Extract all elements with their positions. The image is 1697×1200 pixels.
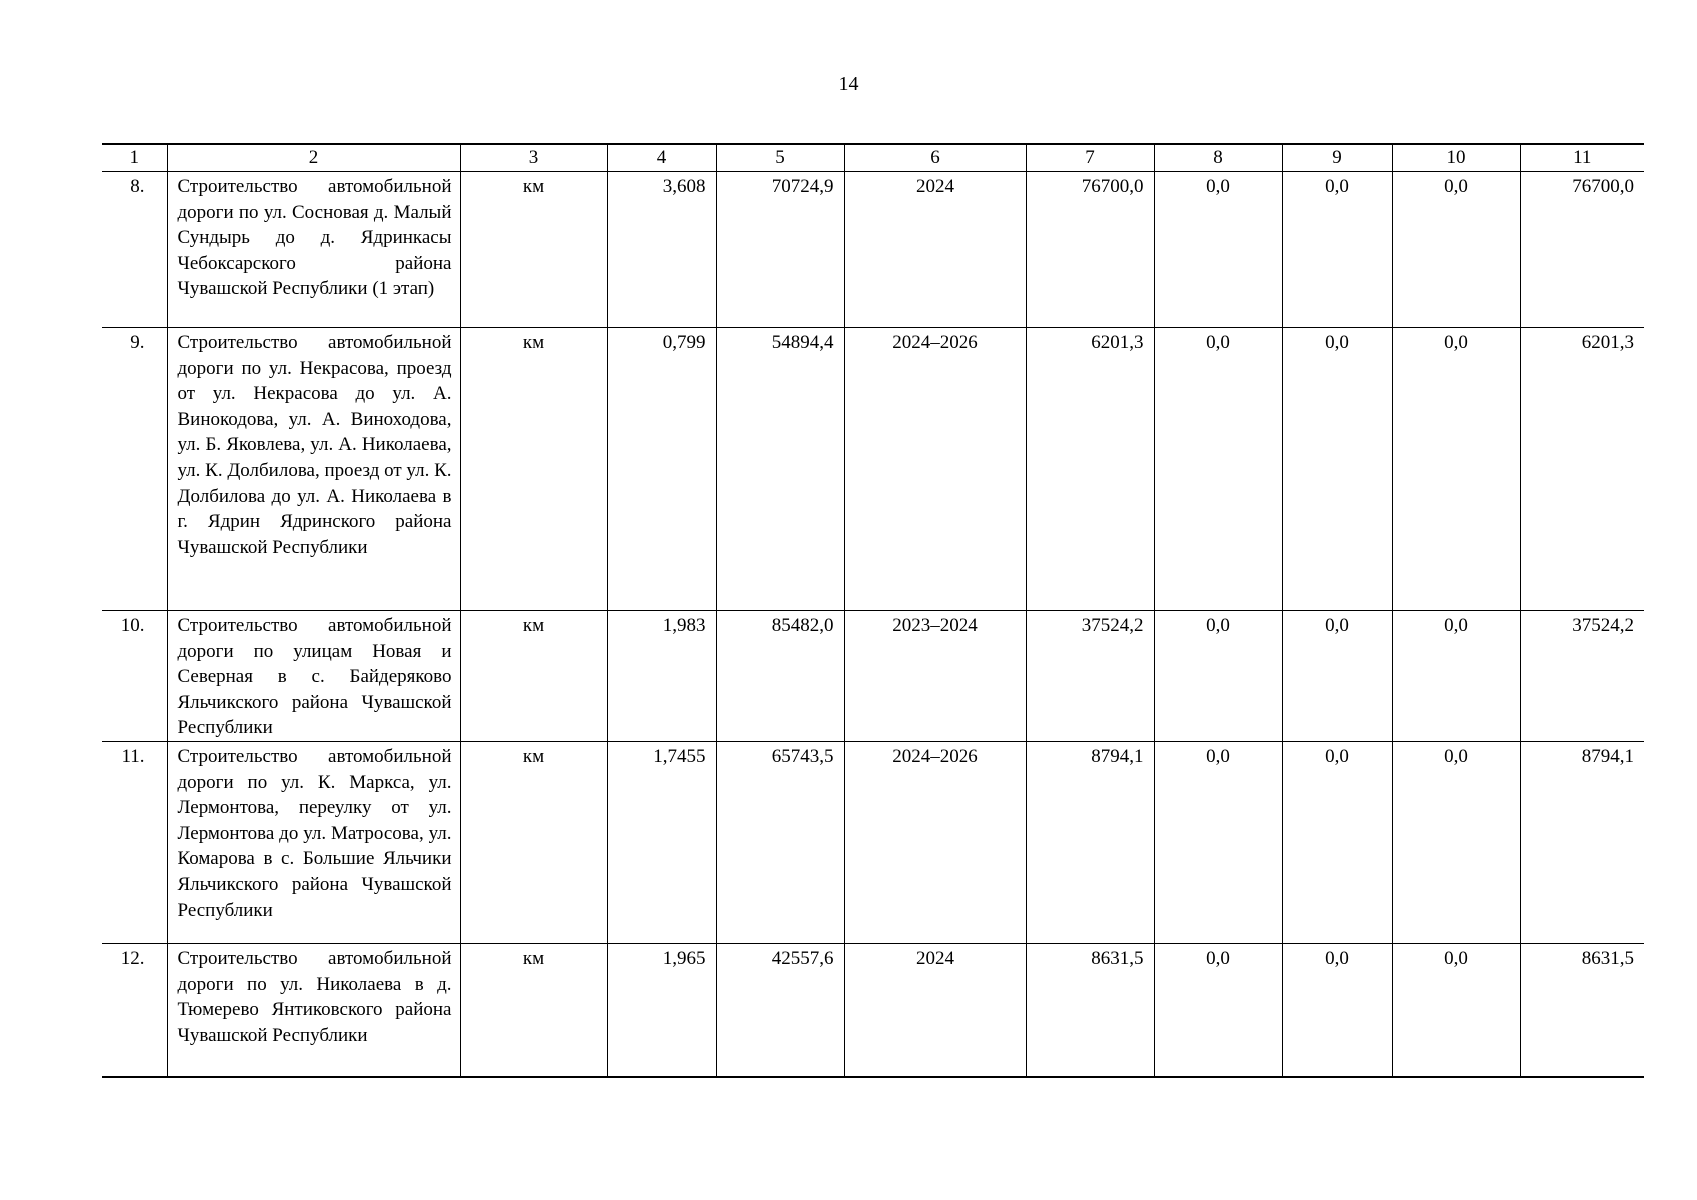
table-row (102, 611, 1644, 742)
column-header: 3 (460, 144, 607, 172)
row-number: 11. (102, 741, 167, 943)
column-header: 1 (102, 144, 167, 172)
col11-cell: 76700,0 (1520, 172, 1644, 328)
row-number: 12. (102, 943, 167, 1077)
period-cell: 2023–2024 (844, 611, 1026, 742)
period-cell: 2024–2026 (844, 328, 1026, 611)
table-row (102, 328, 1644, 611)
period-cell: 2024–2026 (844, 741, 1026, 943)
cost-cell: 85482,0 (716, 611, 844, 742)
row-number: 9. (102, 328, 167, 611)
length-cell: 1,965 (607, 943, 716, 1077)
period-cell: 2024 (844, 172, 1026, 328)
column-header: 10 (1392, 144, 1520, 172)
period-cell: 2024 (844, 943, 1026, 1077)
table-row (102, 741, 1644, 943)
col8-cell: 0,0 (1154, 943, 1282, 1077)
total-cell: 76700,0 (1026, 172, 1154, 328)
total-cell: 8794,1 (1026, 741, 1154, 943)
object-name: Строительство автомобильной дороги по ул. Николаева в д. Тюмерево Янтиковского района Чувашской Республики (167, 943, 460, 1077)
column-header: 7 (1026, 144, 1154, 172)
column-header: 5 (716, 144, 844, 172)
total-cell: 6201,3 (1026, 328, 1154, 611)
col9-cell: 0,0 (1282, 741, 1392, 943)
length-cell: 3,608 (607, 172, 716, 328)
col9-cell: 0,0 (1282, 943, 1392, 1077)
object-name: Строительство автомобильной дороги по ул. К. Маркса, ул. Лермонтова, переулку от ул. Лермонтова до ул. Матросова, ул. Комарова в с. Большие Яльчики Яльчикского района Чувашской Республики (167, 741, 460, 943)
col8-cell: 0,0 (1154, 172, 1282, 328)
total-cell: 8631,5 (1026, 943, 1154, 1077)
col11-cell: 8631,5 (1520, 943, 1644, 1077)
unit-cell: км (460, 172, 607, 328)
header-row (102, 144, 1644, 172)
table-row (102, 943, 1644, 1077)
unit-cell: км (460, 741, 607, 943)
col10-cell: 0,0 (1392, 611, 1520, 742)
col8-cell: 0,0 (1154, 741, 1282, 943)
column-header: 2 (167, 144, 460, 172)
col8-cell: 0,0 (1154, 611, 1282, 742)
col10-cell: 0,0 (1392, 172, 1520, 328)
object-name: Строительство автомобильной дороги по ул. Сосновая д. Малый Сундырь до д. Ядринкасы Чебоксарского района Чувашской Республики (1 этап) (167, 172, 460, 328)
row-number: 8. (102, 172, 167, 328)
column-header: 4 (607, 144, 716, 172)
col10-cell: 0,0 (1392, 943, 1520, 1077)
column-header: 11 (1520, 144, 1644, 172)
col9-cell: 0,0 (1282, 611, 1392, 742)
cost-cell: 65743,5 (716, 741, 844, 943)
col9-cell: 0,0 (1282, 172, 1392, 328)
cost-cell: 42557,6 (716, 943, 844, 1077)
length-cell: 1,983 (607, 611, 716, 742)
column-header: 9 (1282, 144, 1392, 172)
length-cell: 1,7455 (607, 741, 716, 943)
col10-cell: 0,0 (1392, 328, 1520, 611)
cost-cell: 70724,9 (716, 172, 844, 328)
total-cell: 37524,2 (1026, 611, 1154, 742)
column-header: 8 (1154, 144, 1282, 172)
table-row (102, 172, 1644, 328)
col11-cell: 8794,1 (1520, 741, 1644, 943)
row-number: 10. (102, 611, 167, 742)
object-name: Строительство автомобильной дороги по ул. Некрасова, проезд от ул. Некрасова до ул. А. Винокодова, ул. А. Виноходова, ул. Б. Яковлева, ул. А. Николаева, ул. К. Долбилова, проезд от ул. К. Долбилова до ул. А. Николаева в г. Ядрин Ядринского района Чувашской Республики (167, 328, 460, 611)
cost-cell: 54894,4 (716, 328, 844, 611)
col10-cell: 0,0 (1392, 741, 1520, 943)
object-name: Строительство автомобильной дороги по улицам Новая и Северная в с. Байдеряково Яльчикского района Чувашской Республики (167, 611, 460, 742)
col11-cell: 6201,3 (1520, 328, 1644, 611)
unit-cell: км (460, 943, 607, 1077)
col8-cell: 0,0 (1154, 328, 1282, 611)
column-header: 6 (844, 144, 1026, 172)
col11-cell: 37524,2 (1520, 611, 1644, 742)
unit-cell: км (460, 611, 607, 742)
unit-cell: км (460, 328, 607, 611)
length-cell: 0,799 (607, 328, 716, 611)
col9-cell: 0,0 (1282, 328, 1392, 611)
data-table (102, 143, 1644, 1078)
page-number: 14 (838, 73, 859, 95)
